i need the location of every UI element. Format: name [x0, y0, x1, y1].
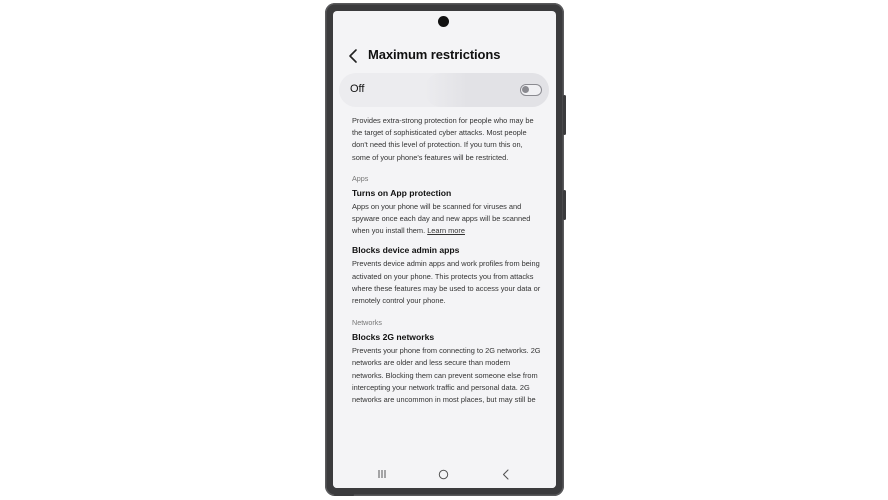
item-title-block-2g: Blocks 2G networks [352, 332, 435, 343]
item-desc-block-2g: Prevents your phone from connecting to 2G networks. 2G networks are older and less secure than modern networks. Blocking them can prevent someone else from intercepting your network traffic and personal data. 2G networks are uncommon in most places, but may still be [352, 346, 541, 405]
learn-more-link[interactable]: Learn more [427, 226, 465, 236]
phone-screen [333, 11, 556, 488]
bottom-button [334, 494, 354, 496]
item-title-device-admin: Blocks device admin apps [352, 245, 460, 256]
recents-icon[interactable] [377, 469, 387, 479]
item-desc-device-admin: Prevents device admin apps and work profiles from being activated on your phone. This protects you from attacks where these features may be used to access your data or remotely control your phone. [352, 259, 541, 306]
switch-knob [522, 86, 529, 93]
navigation-bar [333, 462, 556, 488]
item-desc-app-protection [352, 201, 542, 238]
restrictions-switch[interactable] [520, 84, 542, 96]
section-label-apps: Apps [352, 173, 369, 183]
toggle-label: Off [350, 83, 365, 95]
nav-back-icon[interactable] [501, 469, 511, 480]
header [333, 45, 556, 67]
section-label-networks: Networks [352, 318, 382, 328]
intro-text: Provides extra-strong protection for people who may be the target of sophisticated cyber attacks. Most people don't need this level of protection. If you turn this on, some of your phone's features will be restricted. [352, 116, 534, 162]
home-icon[interactable] [438, 469, 449, 480]
back-arrow-icon[interactable] [347, 48, 361, 64]
item-title-app-protection: Turns on App protection [352, 187, 452, 198]
page-title: Maximum restrictions [368, 47, 501, 62]
content [352, 115, 542, 406]
item-desc-app-protection-text: Apps on your phone will be scanned for viruses and spyware once each day and new apps will be scanned when you install them. [352, 201, 531, 236]
front-camera [438, 16, 449, 27]
volume-button [563, 95, 566, 135]
power-button [563, 190, 566, 220]
restrictions-toggle-row[interactable] [339, 73, 549, 107]
